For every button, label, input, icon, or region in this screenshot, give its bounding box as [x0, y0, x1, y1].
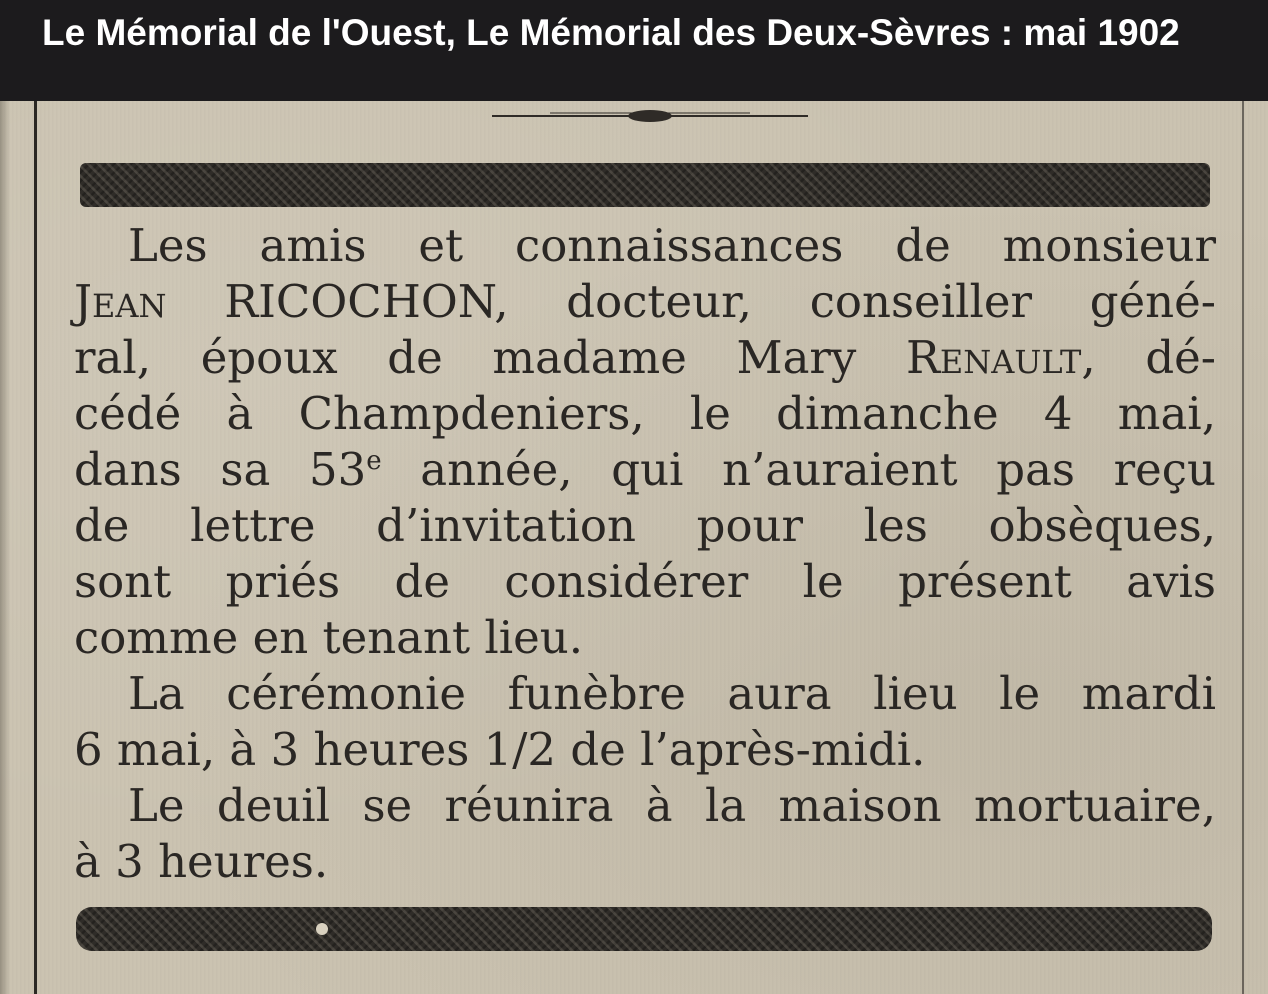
notice-text: La cérémonie funèbre aura lieu le mardi — [128, 667, 1216, 720]
notice-line — [74, 442, 1216, 498]
notice-text: année, qui n’auraient pas reçu — [381, 443, 1216, 496]
page-title: Le Mémorial de l'Ouest, Le Mémorial des Deux-Sèvres : mai 1902 — [0, 0, 1268, 101]
notice-line — [74, 778, 1216, 834]
notice-text: ral, époux de madame Mary — [74, 331, 907, 384]
page-edge-shadow — [0, 101, 10, 994]
mourning-border-top — [80, 163, 1210, 207]
notice-line — [74, 498, 1216, 554]
notice-text: Le deuil se réunira à la maison mortuaire, — [128, 779, 1216, 832]
notice-text: sont priés de considérer le présent avis — [74, 555, 1216, 608]
notice-text: 6 mai, à 3 heures 1/2 de l’après-midi. — [74, 723, 926, 776]
notice-line — [74, 610, 1216, 666]
notice-text: Les amis et connaissances de monsieur — [128, 219, 1216, 272]
deceased-first-name: Jean — [74, 275, 167, 328]
ornament-divider — [490, 104, 810, 126]
deceased-last-name: RICOCHON — [224, 275, 495, 328]
column-rule-right — [1242, 101, 1244, 994]
notice-text: cédé à Champdeniers, le dimanche 4 mai, — [74, 387, 1216, 440]
notice-line — [74, 330, 1216, 386]
notice-line — [74, 834, 1216, 890]
notice-text: dans sa 53 — [74, 443, 367, 496]
notice-text: à 3 heures. — [74, 835, 329, 888]
notice-text: comme en tenant lieu. — [74, 611, 584, 664]
notice-text: , dé- — [1081, 331, 1216, 384]
newspaper-scan — [0, 101, 1268, 994]
notice-line — [74, 218, 1216, 274]
notice-line — [74, 722, 1216, 778]
ordinal-superscript: e — [366, 446, 382, 476]
notice-line — [74, 274, 1216, 330]
column-rule-left — [34, 101, 37, 994]
obituary-notice — [74, 218, 1216, 890]
notice-line — [74, 554, 1216, 610]
mourning-border-bottom — [76, 907, 1212, 951]
notice-text: , docteur, conseiller géné- — [494, 275, 1216, 328]
notice-line — [74, 386, 1216, 442]
spouse-last-name: Renault — [906, 331, 1082, 384]
notice-line — [74, 666, 1216, 722]
notice-text: de lettre d’invitation pour les obsèques, — [74, 499, 1216, 552]
paper-flaw — [316, 923, 328, 935]
